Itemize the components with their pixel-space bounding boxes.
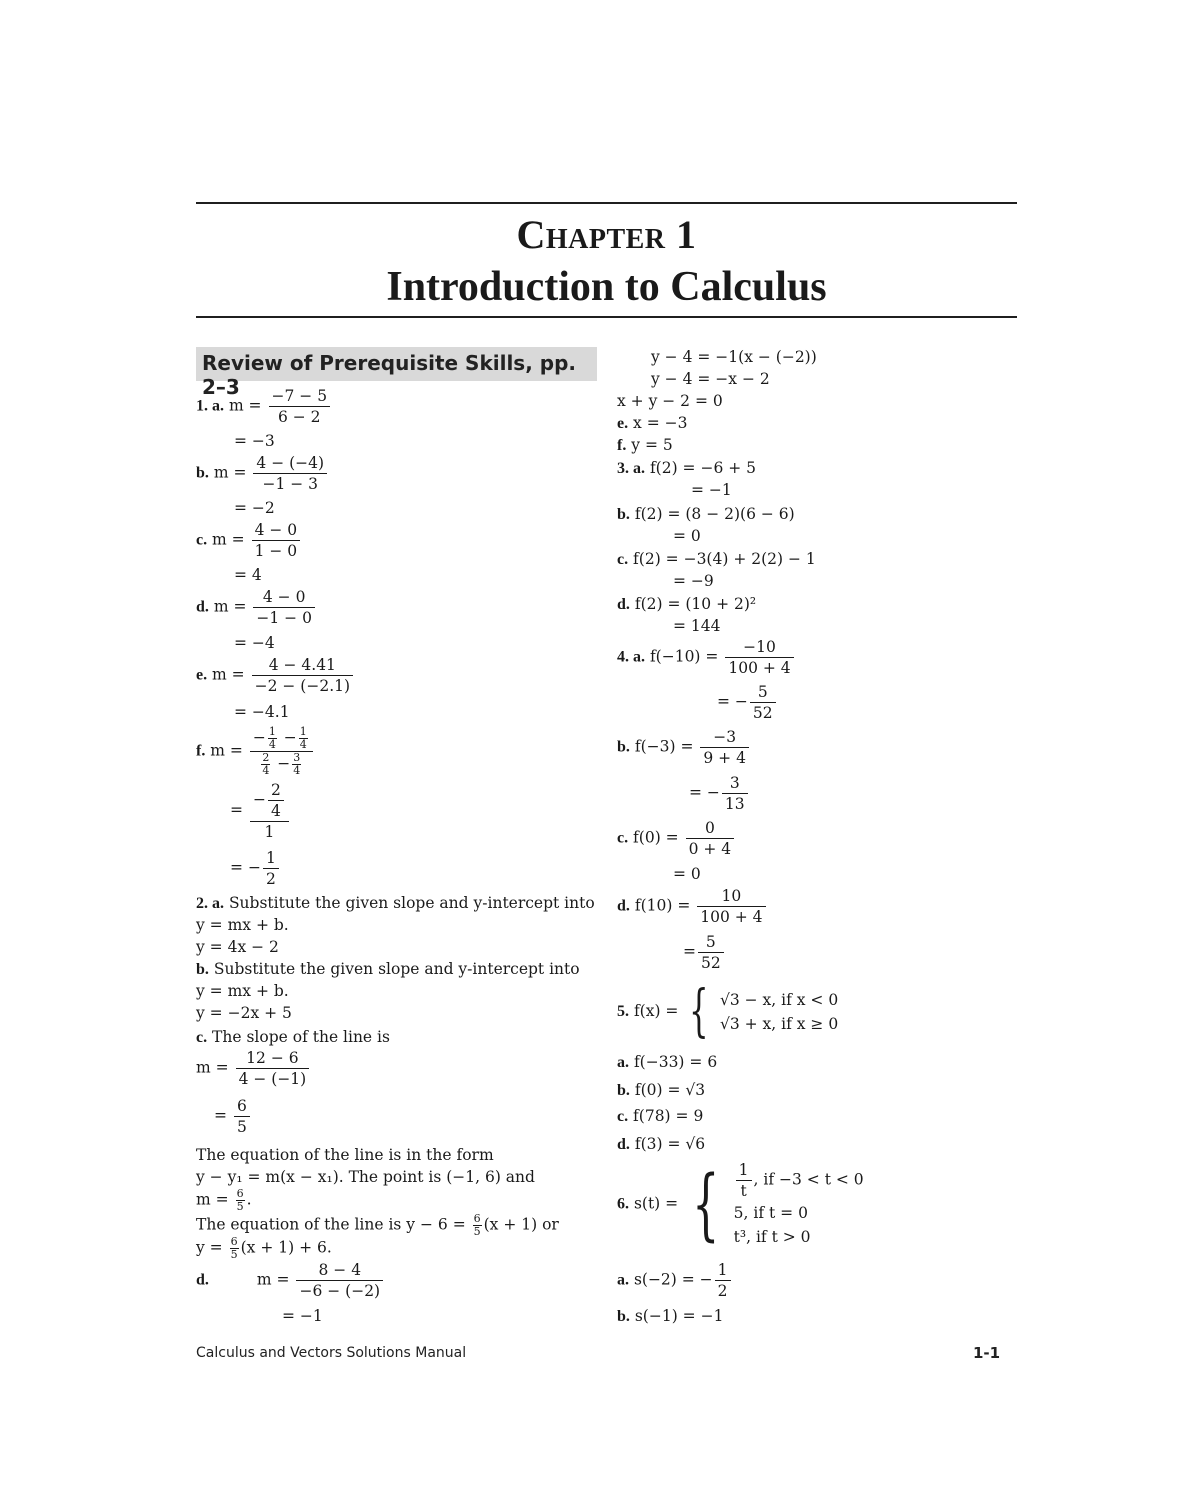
- q2d-result: = −1: [282, 1307, 323, 1325]
- q3b-res: = 0: [673, 527, 701, 545]
- q3c: c. f(2) = −3(4) + 2(2) − 1: [617, 550, 816, 568]
- q2c-slope: m = $\frac{12 - 6}{4 - (-1)}$: [196, 1048, 311, 1089]
- top-rule: [196, 202, 1017, 204]
- q5a: a. f(−33) = 6: [617, 1053, 718, 1071]
- r-l3: x + y − 2 = 0: [617, 392, 723, 410]
- q1e-result: = −4.1: [234, 703, 290, 721]
- q4d-res: = $\frac{5}{52}$: [683, 932, 726, 973]
- q1d: d. m = $\frac{4 - 0}{-1 - 0}$: [196, 587, 317, 628]
- q1b: b. m = $\frac{4 - (-4)}{-1 - 3}$: [196, 453, 329, 494]
- q1a-result: = −3: [234, 432, 275, 450]
- chapter-title: Introduction to Calculus: [386, 264, 827, 310]
- q1f-final: = − $\frac{1}{2}$: [230, 848, 281, 889]
- q4a: 4. a. f(−10) = $\frac{-10}{100 + 4}$: [617, 637, 796, 678]
- q2a-l2: y = mx + b.: [196, 916, 289, 934]
- q1c: c. m = $\frac{4 - 0}{1 - 0}$: [196, 520, 302, 561]
- q2d: d. m = $\frac{8 - 4}{-6 - (-2)}$: [196, 1260, 385, 1301]
- q1b-result: = −2: [234, 499, 275, 517]
- q5b: b. f(0) = √3: [617, 1081, 706, 1099]
- q2b-l3: y = −2x + 5: [196, 1004, 292, 1022]
- q6b: b. s(−1) = −1: [617, 1307, 724, 1325]
- q2c-l3: y − y₁ = m(x − x₁). The point is (−1, 6) and: [196, 1168, 535, 1186]
- q1f-step2: = − $\frac{2}{4}$ 1: [230, 780, 291, 842]
- q2c-l6: y = $\frac{6}{5}$ (x + 1) + 6.: [196, 1235, 332, 1261]
- chapter-label: Chapter 1: [516, 212, 697, 257]
- q4b: b. f(−3) = $\frac{-3}{9 + 4}$: [617, 727, 751, 768]
- q2a: 2. a. Substitute the given slope and y-intercept into: [196, 894, 595, 912]
- footer-book-title: Calculus and Vectors Solutions Manual: [196, 1345, 467, 1361]
- q2f: f. y = 5: [617, 436, 673, 454]
- q5: 5. f(x) = { √3 − x, if x < 0 √3 + x, if x ≥ 0: [617, 979, 839, 1044]
- q1a: 1. a. m = $\frac{-7 - 5}{6 - 2}$: [196, 386, 332, 427]
- q2c-l5: The equation of the line is y − 6 = $\frac{6}{5}$ (x + 1) or: [196, 1212, 559, 1238]
- r-l1: y − 4 = −1(x − (−2)): [651, 348, 817, 366]
- q4c: c. f(0) = $\frac{0}{0 + 4}$: [617, 818, 736, 859]
- q3b: b. f(2) = (8 − 2)(6 − 6): [617, 505, 795, 523]
- q4a-res: = − $\frac{5}{52}$: [717, 682, 778, 723]
- q1e: e. m = $\frac{4 - 4.41}{-2 - (-2.1)}$: [196, 655, 355, 696]
- q4c-res: = 0: [673, 865, 701, 883]
- q2b: b. Substitute the given slope and y-intercept into: [196, 960, 580, 978]
- q3d-res: = 144: [673, 617, 721, 635]
- q4b-res: = − $\frac{3}{13}$: [689, 773, 750, 814]
- q2e: e. x = −3: [617, 414, 688, 432]
- q1f: f. m = − $\frac{1}{4}$ − $\frac{1}{4}$ $\frac{2}{4}$ − $\frac{3}{4}$: [196, 726, 315, 777]
- section-title: Review of Prerequisite Skills, pp. 2–3: [202, 351, 577, 399]
- r-l2: y − 4 = −x − 2: [651, 370, 770, 388]
- q6-case1: $\frac{1}{t}$ , if −3 < t < 0: [734, 1160, 864, 1201]
- q6a: a. s(−2) = − $\frac{1}{2}$: [617, 1260, 733, 1301]
- q2c-l4: m = $\frac{6}{5}$ .: [196, 1187, 252, 1213]
- q3d: d. f(2) = (10 + 2)²: [617, 595, 757, 613]
- q2c: c. The slope of the line is: [196, 1028, 390, 1046]
- section-header: [196, 347, 597, 399]
- left-brace-icon: {: [692, 1159, 720, 1250]
- left-brace-icon: {: [689, 979, 709, 1044]
- q6-case2: 5, if t = 0: [733, 1204, 808, 1222]
- q5c: c. f(78) = 9: [617, 1107, 704, 1125]
- q2b-l2: y = mx + b.: [196, 982, 289, 1000]
- q5d: d. f(3) = √6: [617, 1135, 706, 1153]
- q2c-slope-result: = $\frac{6}{5}$: [214, 1096, 252, 1137]
- q3c-res: = −9: [673, 572, 714, 590]
- q2c-l2: The equation of the line is in the form: [196, 1146, 494, 1164]
- q6: 6. s(t) = { $\frac{1}{t}$ , if −3 < t < 0 5, if t = 0 t³, if t > 0: [617, 1159, 864, 1250]
- q5-case1: √3 − x, if x < 0: [719, 991, 839, 1009]
- q1d-result: = −4: [234, 634, 275, 652]
- q3a: 3. a. f(2) = −6 + 5: [617, 459, 757, 477]
- q4d: d. f(10) = $\frac{10}{100 + 4}$: [617, 886, 768, 927]
- q5-case2: √3 + x, if x ≥ 0: [719, 1015, 839, 1033]
- footer-page-number: 1-1: [973, 1344, 1001, 1362]
- q2a-l3: y = 4x − 2: [196, 938, 279, 956]
- q1c-result: = 4: [234, 566, 262, 584]
- q6-case3: t³, if t > 0: [733, 1228, 811, 1246]
- bottom-rule: [196, 316, 1017, 318]
- q3a-res: = −1: [691, 481, 732, 499]
